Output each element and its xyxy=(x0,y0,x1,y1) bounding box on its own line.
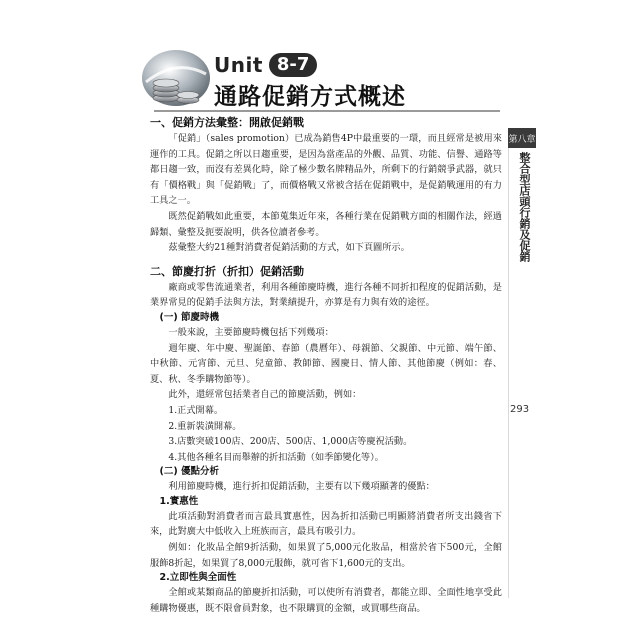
unit-label xyxy=(214,52,317,78)
paragraph: 既然促銷戰如此重要，本節蒐集近年來，各種行業在促銷戰方面的相關作法，經過歸類、彙整及扼要說明，供各位讀者參考。 xyxy=(150,210,502,238)
advantage-heading-1: 1.實惠性 xyxy=(159,495,199,507)
page-title: 通路促銷方式概述 xyxy=(214,84,406,110)
page-number: 293 xyxy=(510,404,530,415)
unit-number-badge: 8-7 xyxy=(269,53,318,77)
unit-word: Unit xyxy=(214,53,263,77)
paragraph: 廠商或零售流通業者，利用各種節慶時機，進行各種不同折扣程度的促銷活動，是業界常見的促銷手法與方法，對業績提升，亦算是有力與有效的途徑。 xyxy=(150,281,502,309)
section-heading-1: 一、促銷方法彙整：開啟促銷戰 xyxy=(150,116,304,129)
paragraph: 此項活動對消費者而言最具實惠性，因為折扣活動已明顯將消費者所支出錢省下來，此對廣大中低收入上班族而言，最具有吸引力。 xyxy=(150,510,502,538)
subsection-heading-advantages: (二) 優點分析 xyxy=(159,466,219,478)
list-item: 4.其他各種名目而舉辦的折扣活動（如季節變化等）。 xyxy=(168,451,384,463)
chapter-tab: 第八章 xyxy=(508,128,536,148)
paragraph: 此外，還經常包括業者自己的節慶活動，例如： xyxy=(168,389,362,401)
main-content xyxy=(150,115,502,616)
list-item: 1.正式開幕。 xyxy=(168,404,224,416)
sidebar-divider xyxy=(508,128,509,598)
paragraph: 利用節慶時機，進行折扣促銷活動，主要有以下幾項顯著的優點： xyxy=(168,481,435,493)
paragraph: 全館或某類商品的節慶折扣活動，可以使所有消費者，都能立即、全面性地享受此種購物優惠，既不限會員對象，也不限購買的金額，或買哪些商品。 xyxy=(150,587,502,614)
paragraph: 例如：化妝品全館9折活動，如果買了5,000元化妝品，相當於省下500元，全館服飾8折起，如果買了8,000元服飾，就可省下1,600元的支出。 xyxy=(150,542,502,569)
paragraph: 一般來說，主要節慶時機包括下列幾項： xyxy=(168,326,334,338)
section-heading-2: 二、節慶打折（折扣）促銷活動 xyxy=(150,264,304,278)
coin-stack-icon xyxy=(140,48,212,110)
list-item: 2.重新裝潢開幕。 xyxy=(168,420,242,432)
list-item: 3.店數突破100店、200店、500店、1,000店等慶祝活動。 xyxy=(168,436,413,448)
advantage-heading-2: 2.立即性與全面性 xyxy=(159,572,237,584)
chapter-title: 整合型店頭行銷及促銷 xyxy=(518,152,531,262)
paragraph: 「促銷」（sales promotion）已成為銷售4P中最重要的一環，而且經常是被用來運作的工具。促銷之所以日趨重要，是因為當產品的外觀、品質、功能、信譽、通路等都日趨一致，而沒有差異化時，除了極少數名牌精品外，所剩下的行銷競爭武器，就只有「價格戰」與「促銷戰」了，而價格戰又常被含括在促銷戰中，是促銷戰運用的有力工具之一。 xyxy=(150,133,502,207)
paragraph: 週年慶、年中慶、聖誕節、春節（農曆年）、母親節、父親節、中元節、端午節、中秋節、元宵節、元旦、兒童節、教師節、國慶日、情人節、其他節慶（例如：春、夏、秋、冬季購物節等）。 xyxy=(150,342,502,385)
paragraph: 茲彙整大約21種對消費者促銷活動的方式，如下頁圖所示。 xyxy=(168,242,410,254)
subsection-heading-timing: (一) 節慶時機 xyxy=(159,311,219,323)
title-divider xyxy=(154,110,500,112)
